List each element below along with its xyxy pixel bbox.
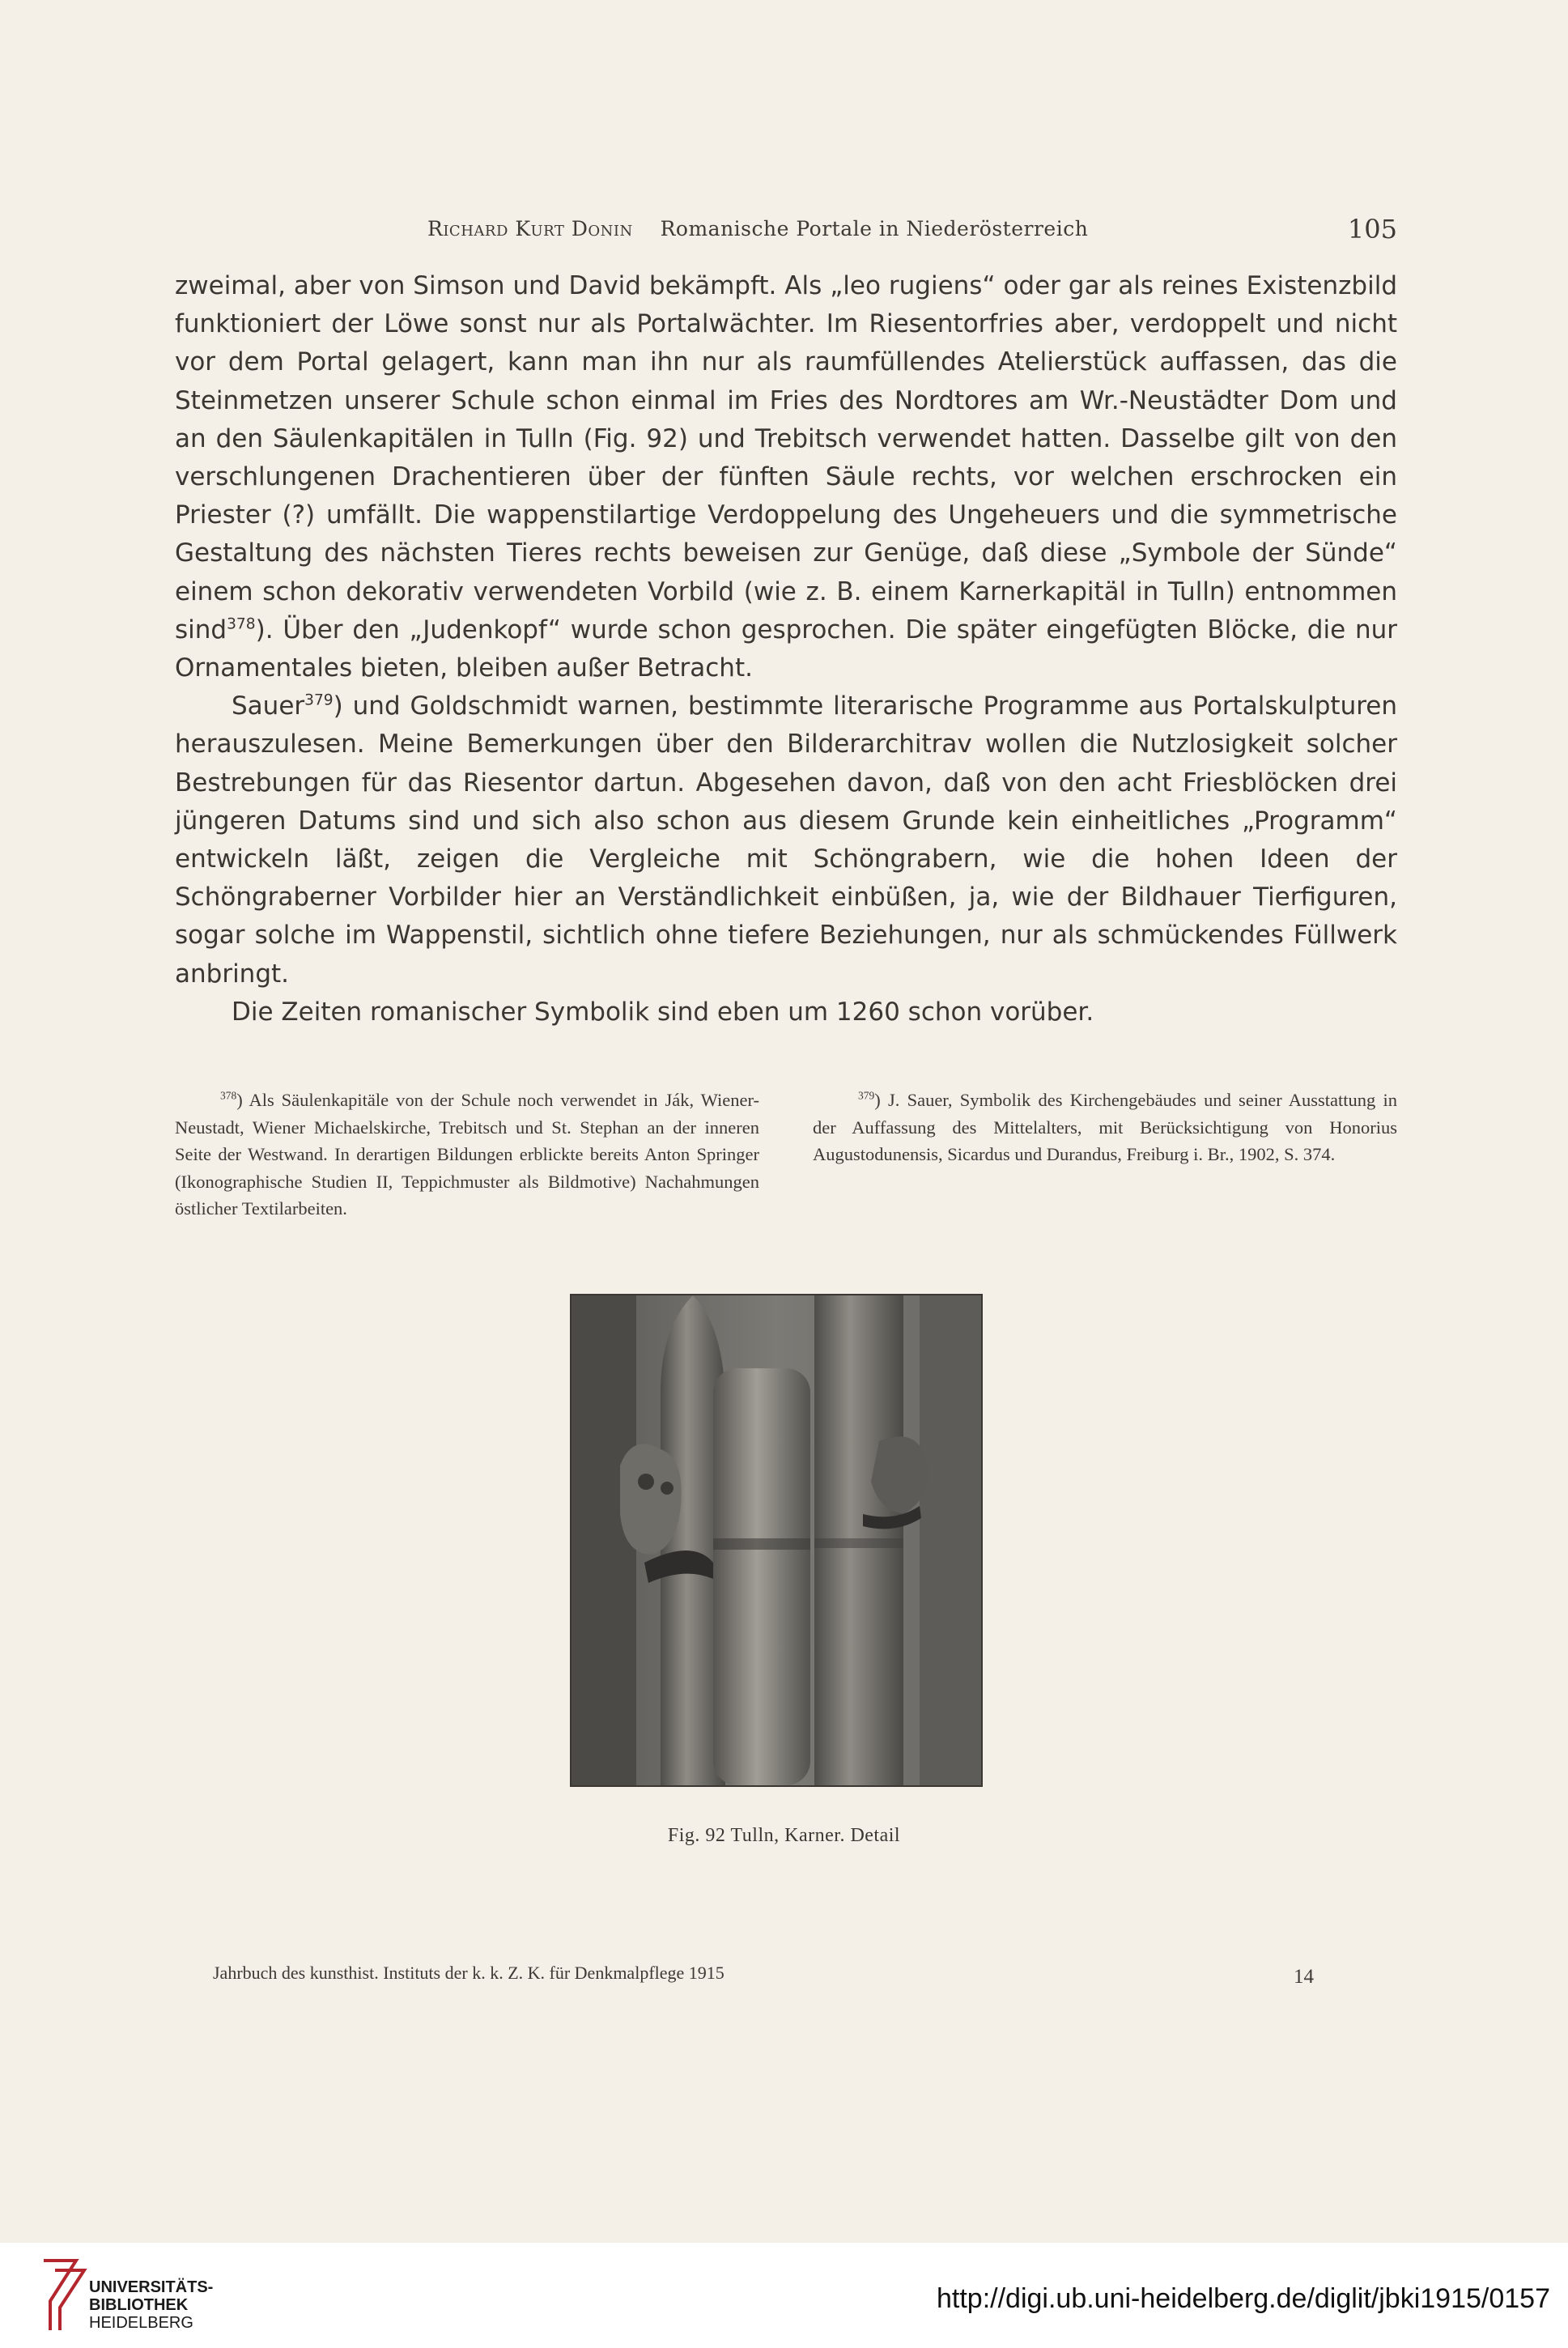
permalink-url[interactable]: http://digi.ub.uni-heidelberg.de/diglit/jbki1915/0157 — [937, 2283, 1550, 2314]
footnote-column-right — [813, 1087, 1397, 1223]
footnote-ref-379[interactable]: 379 — [304, 691, 334, 709]
library-name[interactable] — [89, 2278, 213, 2332]
footer-signature-line: Jahrbuch des kunsthist. Instituts der k. k. Z. K. für Denkmalpflege 1915 — [213, 1963, 725, 1983]
footnote-ref-378[interactable]: 378 — [227, 615, 256, 633]
capital-photo-image — [572, 1295, 981, 1785]
paragraph-2-text-b: ) und Goldschmidt warnen, bestimmte literarische Programme aus Portalskulpturen herauszulesen. Meine Bemerkungen über den Bilderarchitrav wollen die Nutzlosigkeit solcher Bestrebungen für das Riesentor dartun. Abgesehen davon, daß von den acht Friesblöcken drei jüngeren Datums sind und sich also schon aus diesem Grunde kein einheitliches „Programm“ entwickeln läßt, zeigen die Vergleiche mit Schöngrabern, wie die hohen Ideen der Schöngraberner Vorbilder hier an Verständlichkeit einbüßen, ja, wie der Bildhauer Tierfiguren, sogar solche im Wappenstil, sichtlich ohne tiefere Beziehungen, nur als schmückendes Füllwerk anbringt. — [175, 691, 1397, 989]
footnotes — [175, 1087, 1397, 1223]
library-name-line-1: UNIVERSITÄTS- — [89, 2278, 214, 2296]
paragraph-1-text-a: zweimal, aber von Simson und David bekämpft. Als „leo rugiens“ oder gar als reines Existenzbild funktioniert der Löwe sonst nur als Portalwächter. Im Riesentorfries aber, verdoppelt und nicht vor dem Portal gelagert, kann man ihn nur als raumfüllendes Atelierstück auffassen, das die Steinmetzen unserer Schule schon einmal im Fries des Nordtores am Wr.-Neustädter Dom und an den Säulenkapitälen in Tulln (Fig. 92) und Trebitsch verwendet hatten. Dasselbe gilt von den verschlungenen Drachentieren über der fünften Säule rechts, vor welchen erschrocken ein Priester (?) umfällt. Die wappenstilartige Verdoppelung des Ungeheuers und die symmetrische Gestaltung des nächsten Tieres rechts beweisen zur Genüge, daß diese „Symbole der Sünde“ einem schon dekorativ verwendeten Vorbild (wie z. B. einem Karnerkapitäl in Tulln) entnommen sind — [175, 271, 1397, 644]
footnote-378-marker: 378 — [220, 1089, 237, 1102]
figure-caption: Fig. 92 Tulln, Karner. Detail — [667, 1825, 901, 1846]
running-header — [175, 214, 1397, 249]
paragraph-1-text-b: ). Über den „Judenkopf“ wurde schon gesprochen. Die später eingefügten Blöcke, die nur Ornamentales bieten, bleiben außer Betracht. — [175, 615, 1397, 683]
footnote-column-left — [175, 1087, 759, 1223]
page-number: 105 — [1347, 214, 1397, 245]
running-title — [427, 217, 1088, 240]
header-author: Richard Kurt Donin — [427, 217, 633, 240]
paragraph-3: Die Zeiten romanischer Symbolik sind eben um 1260 schon vorüber. — [232, 997, 1094, 1027]
paragraph-2-text-a: Sauer — [232, 691, 305, 721]
footnote-379-marker: 379 — [858, 1089, 875, 1102]
footnote-379-text: ) J. Sauer, Symbolik des Kirchengebäudes und seiner Ausstattung in der Auffassung des Mittelalters, mit Berücksichtigung von Honorius Augustodunensis, Sicardus und Durandus, Freiburg i. Br., 1902, S. 374. — [813, 1090, 1397, 1164]
footnote-378-text: ) Als Säulenkapitäle von der Schule noch verwendet in Ják, Wiener-Neustadt, Wiener Michaelskirche, Trebitsch und St. Stephan an der inneren Seite der Westwand. In derartigen Bildungen erblickte bereits Anton Springer (Ikonographische Studien II, Teppichmuster als Bildmotive) Nachahmungen östlicher Textilarbeiten. — [175, 1090, 759, 1219]
library-footer-bar — [0, 2243, 1568, 2348]
figure-92-photo — [570, 1294, 983, 1787]
footnote-379 — [813, 1087, 1397, 1168]
paragraph-2 — [175, 687, 1397, 993]
paragraph-1 — [175, 267, 1397, 687]
main-text — [175, 267, 1397, 1032]
sheet-number: 14 — [1294, 1966, 1314, 1988]
footnote-378 — [175, 1087, 759, 1223]
library-name-line-3: HEIDELBERG — [89, 2314, 193, 2332]
library-name-line-2: BIBLIOTHEK — [89, 2296, 189, 2314]
header-title: Romanische Portale in Niederösterreich — [660, 217, 1089, 240]
